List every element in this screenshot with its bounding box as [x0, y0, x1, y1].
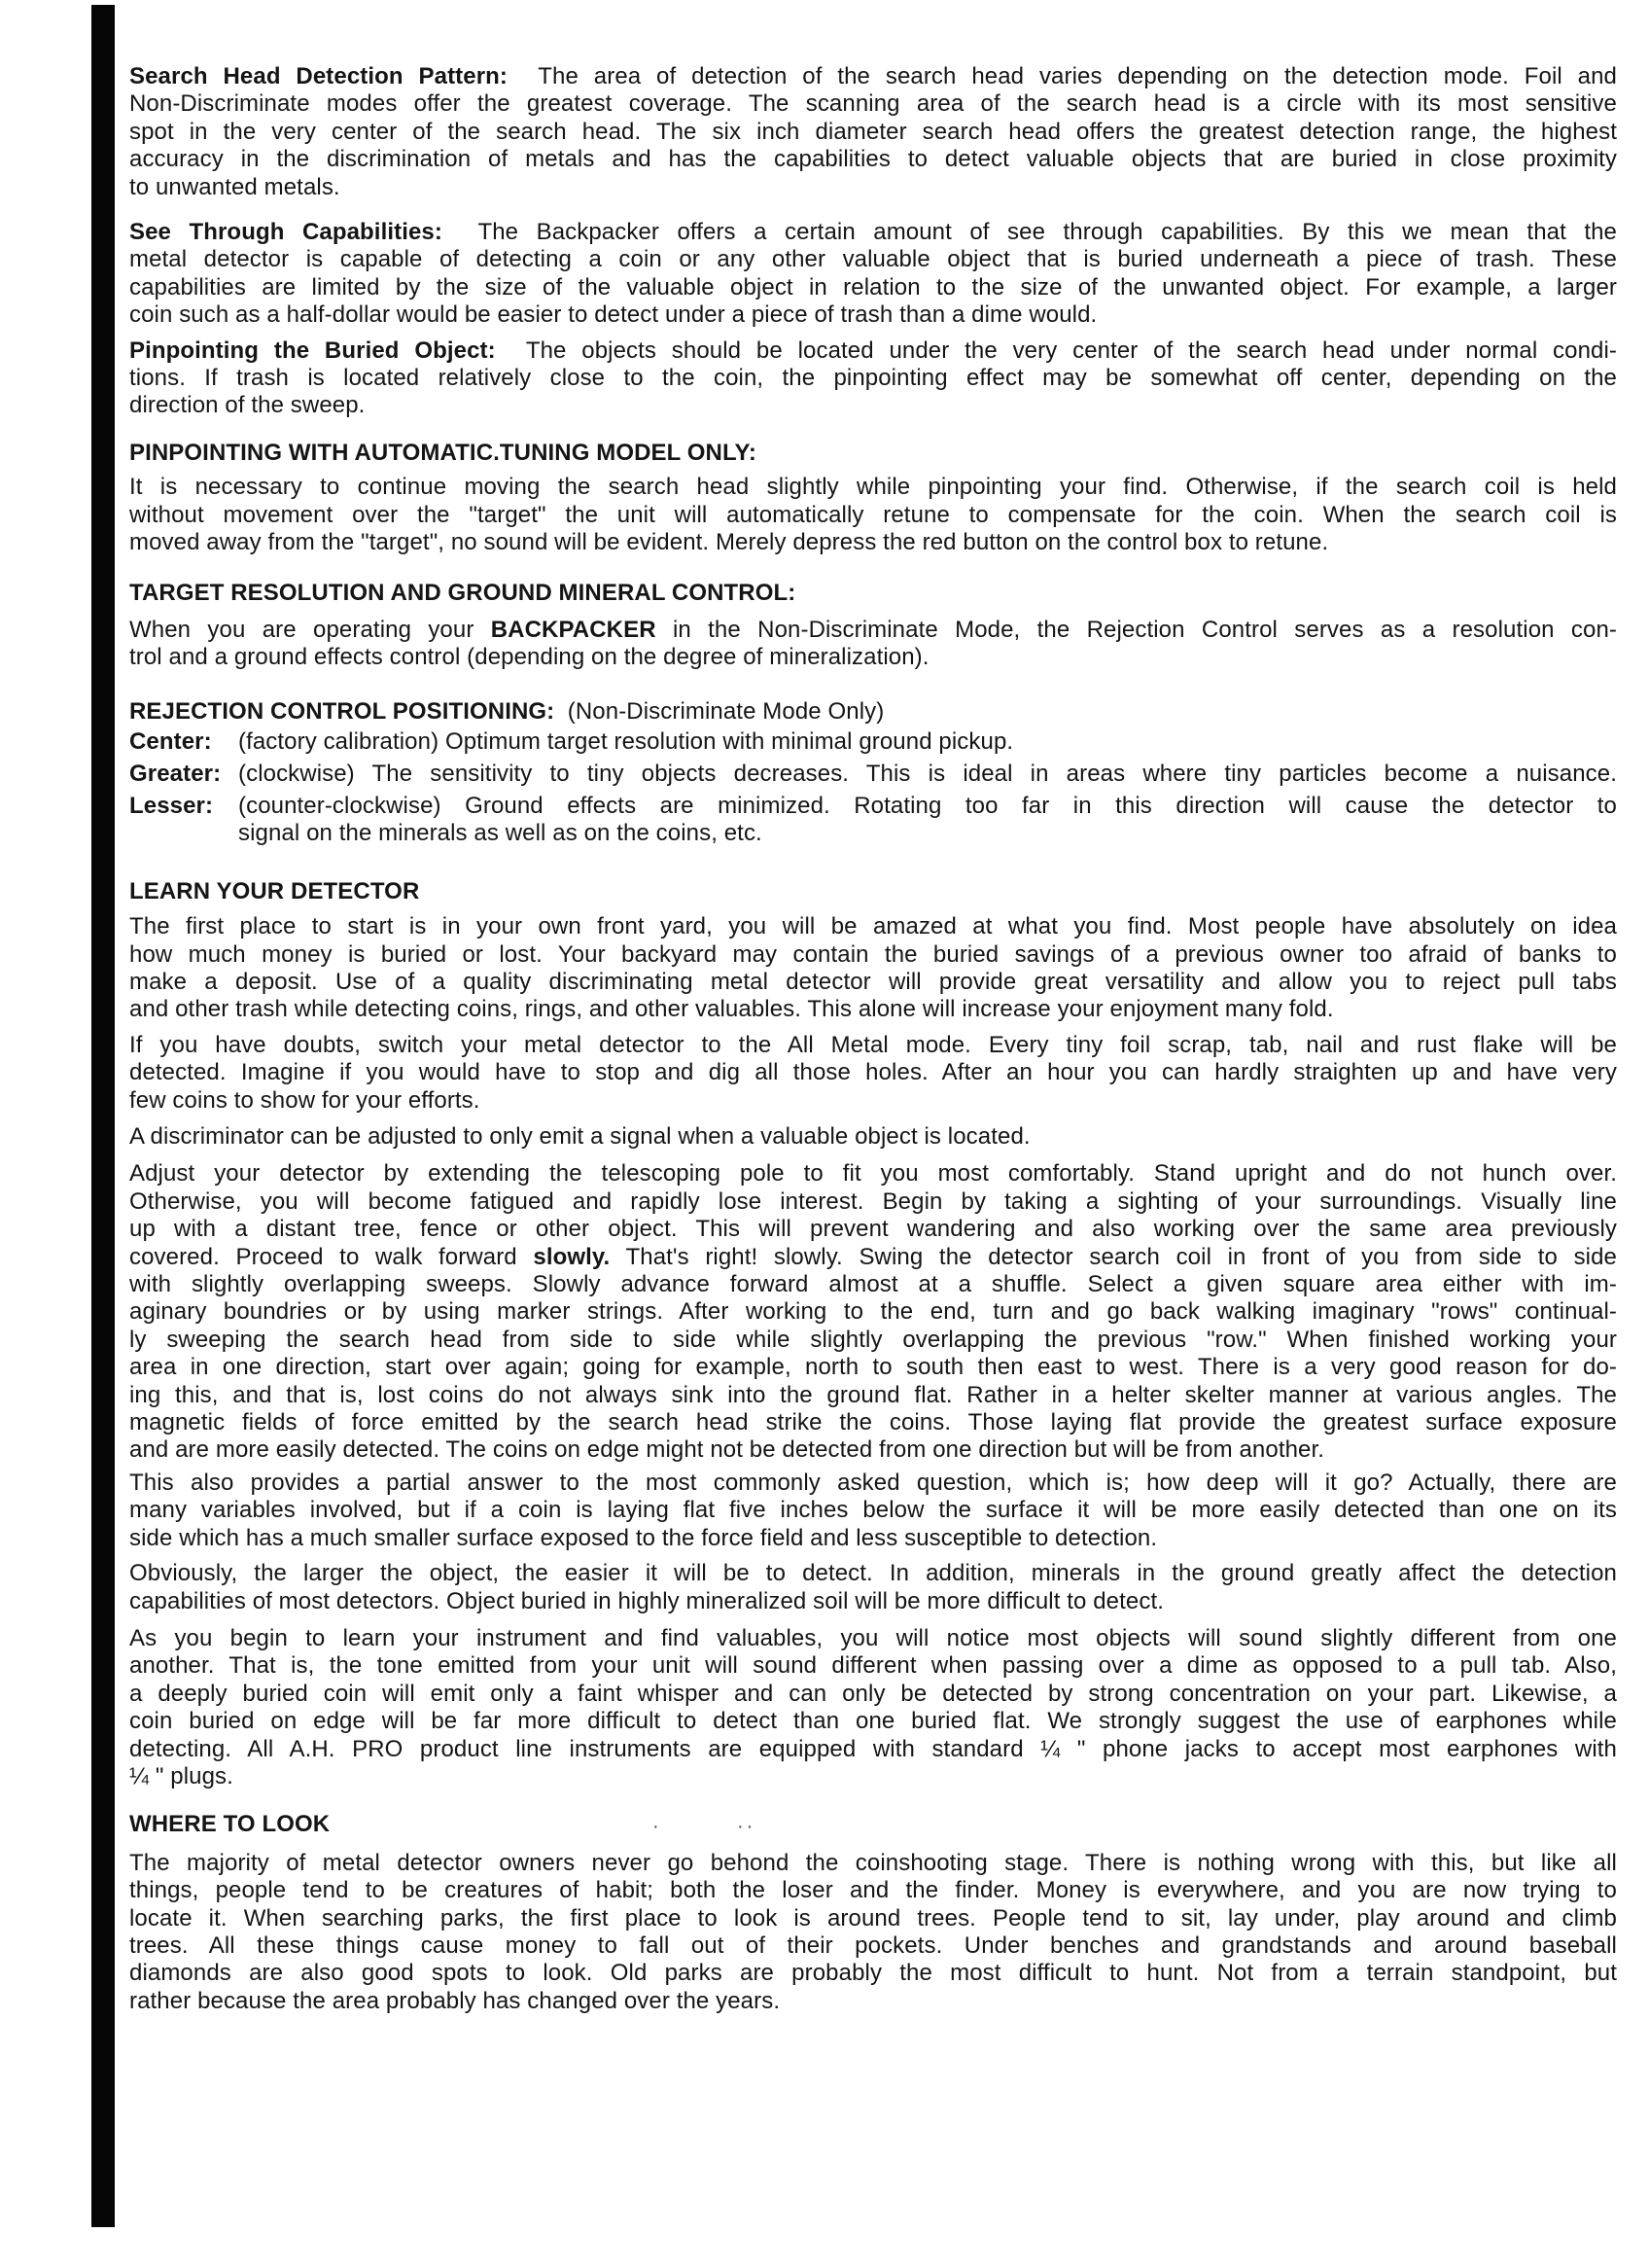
- text-line: and other trash while detecting coins, rings, and other valuables. This alone will increase your enjoyment many fold.: [129, 996, 1334, 1023]
- section-heading-learn-your-detector: LEARN YOUR DETECTOR: [129, 877, 420, 904]
- paragraph-search-head-detection: [129, 63, 1617, 201]
- text-line: accuracy in the discrimination of metals and has the capabilities to detect valuable objects that are buried in close proximity: [129, 146, 1617, 173]
- section-heading-rejection-control-positioning: [129, 698, 1617, 726]
- text-line: (factory calibration) Optimum target resolution with minimal ground pickup.: [238, 728, 1014, 756]
- text-line: diamonds are also good spots to look. Old parks are probably the most difficult to hunt. Not from a terrain standpoint, but: [129, 1960, 1617, 1987]
- paragraph-where-to-look-body: [129, 1850, 1617, 2015]
- text-line: covered. Proceed to walk forward slowly. That's right! slowly. Swing the detector search coil in front of you from side to side: [129, 1243, 1618, 1270]
- text-line: make a deposit. Use of a quality discriminating metal detector will provide great versatility and allow you to reject pull tabs: [129, 968, 1617, 995]
- text-line: ¼ " plugs.: [129, 1762, 233, 1790]
- text-line: trol and a ground effects control (depending on the degree of mineralization).: [129, 644, 930, 671]
- section-heading-where-to-look-label: WHERE TO LOOK: [129, 1811, 331, 1838]
- text-line: The first place to start is in your own front yard, you will be amazed at what you find. Most people have absolutely on idea: [129, 913, 1617, 940]
- paragraph-pinpointing-buried-object: [129, 337, 1617, 420]
- text-line: coin such as a half-dollar would be easier to detect under a piece of trash than a dime would.: [129, 301, 1098, 329]
- text-line: capabilities are limited by the size of the valuable object in relation to the size of the unwanted object. For example, a larger: [129, 273, 1617, 301]
- text-line: area in one direction, start over again; going for example, north to south then east to west. There is a very good reason for do-: [129, 1354, 1617, 1381]
- definition-row-lesser: [129, 793, 1617, 848]
- paragraph-first-place-to-start: [129, 913, 1617, 1024]
- text-line: spot in the very center of the search head. The six inch diameter search head offers the greatest detection range, the highest: [129, 118, 1617, 145]
- text-line: moved away from the "target", no sound will be evident. Merely depress the red button on the control box to retune.: [129, 529, 1329, 556]
- text-line: Obviously, the larger the object, the easier it will be to detect. In addition, minerals in the ground greatly affect the detection: [129, 1560, 1617, 1587]
- text-line: side which has a much smaller surface exposed to the force field and less susceptible to detection.: [129, 1524, 1158, 1551]
- definition-text-center: [238, 728, 1617, 756]
- scan-edge-artifact-bar: [91, 5, 115, 2227]
- text-line: Search Head Detection Pattern: The area of detection of the search head varies depending on the detection mode. Foil and: [129, 63, 1617, 89]
- text-line: When you are operating your BACKPACKER in the Non-Discriminate Mode, the Rejection Control serves as a resolution con-: [129, 616, 1617, 643]
- text-line: many variables involved, but if a coin is laying flat five inches below the surface it will be more easily detected than one on its: [129, 1497, 1617, 1524]
- text-line: The majority of metal detector owners never go behond the coinshooting stage. There is nothing wrong with this, but like all: [129, 1849, 1617, 1876]
- text-line: As you begin to learn your instrument and find valuables, you will notice most objects will sound slightly different from one: [129, 1624, 1617, 1651]
- text-line: without movement over the "target" the unit will automatically retune to compensate for the coin. When the search coil is: [129, 501, 1617, 528]
- text-line: coin buried on edge will be far more difficult to detect than one buried flat. We strongly suggest the use of earphones while: [129, 1708, 1617, 1735]
- text-line: up with a distant tree, fence or other object. This will prevent wandering and also working over the same area previously: [129, 1216, 1617, 1243]
- text-line: ly sweeping the search head from side to side while slightly overlapping the previous "row." When finished working your: [129, 1326, 1617, 1353]
- text-line: tions. If trash is located relatively close to the coin, the pinpointing effect may be somewhat off center, depending on the: [129, 365, 1617, 392]
- text-line: another. That is, the tone emitted from your unit will sound different when passing over a dime as opposed to a pull tab. Also,: [129, 1652, 1617, 1680]
- text-line: (clockwise) The sensitivity to tiny objects decreases. This is ideal in areas where tiny particles become a nuisance.: [238, 760, 1617, 787]
- text-line: A discriminator can be adjusted to only emit a signal when a valuable object is located.: [129, 1123, 1031, 1150]
- definition-label-lesser: Lesser:: [129, 792, 214, 819]
- text-line: detected. Imagine if you would have to stop and dig all those holes. After an hour you can hardly straighten up and have very: [129, 1059, 1617, 1086]
- text-line: Non-Discriminate modes offer the greatest coverage. The scanning area of the search head is a circle with its most sensitive: [129, 90, 1617, 118]
- text-line: with slightly overlapping sweeps. Slowly advance forward almost at a shuffle. Select a given square area either with im-: [129, 1271, 1617, 1298]
- text-line: things, people tend to be creatures of habit; both the loser and the finder. Money is everywhere, and you are now trying to: [129, 1877, 1617, 1904]
- paragraph-see-through-capabilities: [129, 219, 1617, 330]
- text-line: signal on the minerals as well as on the coins, etc.: [238, 820, 762, 847]
- text-line: a deeply buried coin will emit only a faint whisper and can only be detected by strong concentration on your part. Likewise, a: [129, 1680, 1617, 1707]
- paragraph-discriminator: [129, 1123, 1617, 1151]
- text-line: See Through Capabilities: The Backpacker offers a certain amount of see through capabilities. By this we mean that the: [129, 219, 1617, 246]
- text-line: This also provides a partial answer to the most commonly asked question, which is; how deep will it go? Actually, there are: [129, 1469, 1617, 1496]
- text-line: REJECTION CONTROL POSITIONING: (Non-Discriminate Mode Only): [129, 697, 885, 725]
- text-line: locate it. When searching parks, the first place to look is around trees. People tend to sit, lay under, play around and climb: [129, 1904, 1617, 1931]
- text-line: how much money is buried or lost. Your backyard may contain the buried savings of a previous owner too afraid of banks to: [129, 940, 1617, 968]
- section-heading-where-to-look: [129, 1811, 1617, 1838]
- text-line: to unwanted metals.: [129, 173, 340, 200]
- text-line: rather because the area probably has changed over the years.: [129, 1987, 781, 2014]
- scan-speck: ··: [737, 1816, 756, 1838]
- definition-text-lesser: [238, 793, 1617, 848]
- paragraph-larger-object: [129, 1560, 1617, 1615]
- definition-row-center: [129, 728, 1617, 756]
- scan-speck: ·: [652, 1816, 662, 1838]
- text-line: few coins to show for your efforts.: [129, 1086, 480, 1114]
- text-line: Otherwise, you will become fatigued and rapidly lose interest. Begin by taking a sighting of your surroundings. Visually line: [129, 1187, 1617, 1215]
- text-line: aginary boundries or by using marker strings. After working to the end, turn and go back walking imaginary "rows" continual-: [129, 1298, 1617, 1326]
- section-heading-pinpointing-automatic-tuning: PINPOINTING WITH AUTOMATIC.TUNING MODEL ONLY:: [129, 439, 756, 466]
- text-line: If you have doubts, switch your metal detector to the All Metal mode. Every tiny foil scrap, tab, nail and rust flake will be: [129, 1031, 1617, 1058]
- paragraph-partial-answer-depth: [129, 1470, 1617, 1552]
- paragraph-adjust-your-detector: [129, 1160, 1617, 1464]
- text-line: Pinpointing the Buried Object: The objects should be located under the very center of the search head under normal condi-: [129, 337, 1617, 364]
- text-line: and are more easily detected. The coins on edge might not be detected from one direction but will be from another.: [129, 1436, 1325, 1464]
- section-heading-target-resolution: TARGET RESOLUTION AND GROUND MINERAL CONTROL:: [129, 579, 796, 606]
- definition-row-greater: [129, 761, 1617, 788]
- paragraph-learn-instrument-tones: [129, 1625, 1617, 1790]
- document-content: [129, 63, 1617, 2015]
- text-line: metal detector is capable of detecting a coin or any other valuable object that is buried underneath a piece of trash. These: [129, 246, 1617, 273]
- text-line: trees. All these things cause money to fall out of their pockets. Under benches and grandstands and around baseball: [129, 1931, 1617, 1959]
- paragraph-target-resolution-body: [129, 617, 1617, 672]
- definition-label-center: Center:: [129, 728, 212, 756]
- text-line: direction of the sweep.: [129, 392, 366, 419]
- definition-text-greater: [238, 761, 1617, 788]
- paragraph-automatic-tuning-body: [129, 474, 1617, 556]
- text-line: (counter-clockwise) Ground effects are minimized. Rotating too far in this direction will cause the detector to: [238, 792, 1617, 819]
- text-line: magnetic fields of force emitted by the search head strike the coins. Those laying flat provide the greatest surface exposure: [129, 1409, 1617, 1436]
- text-line: detecting. All A.H. PRO product line instruments are equipped with standard ¼ " phone jacks to accept most earphones with: [129, 1735, 1617, 1762]
- paragraph-if-you-have-doubts: [129, 1032, 1617, 1115]
- text-line: It is necessary to continue moving the search head slightly while pinpointing your find. Otherwise, if the search coil is held: [129, 474, 1617, 501]
- text-line: capabilities of most detectors. Object buried in highly mineralized soil will be more difficult to detect.: [129, 1587, 1164, 1614]
- definition-label-greater: Greater:: [129, 760, 222, 787]
- text-line: Adjust your detector by extending the telescoping pole to fit you most comfortably. Stand upright and do not hunch over.: [129, 1160, 1617, 1187]
- text-line: ing this, and that is, lost coins do not always sink into the ground flat. Rather in a helter skelter manner at various angles. The: [129, 1381, 1617, 1408]
